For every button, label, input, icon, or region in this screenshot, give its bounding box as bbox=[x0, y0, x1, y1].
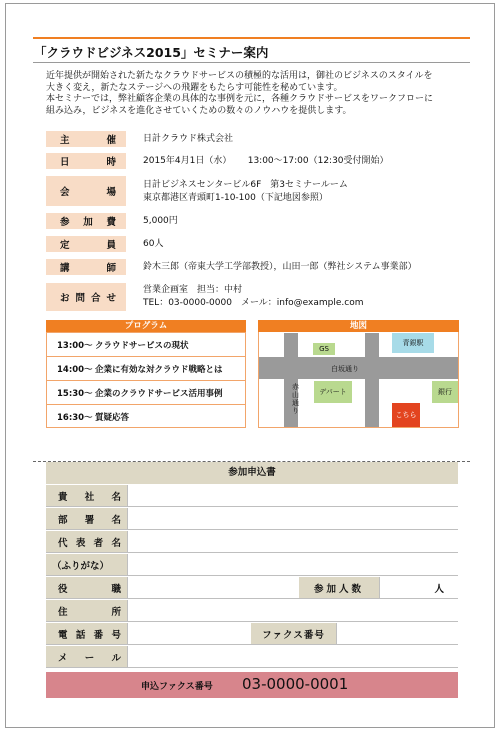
application-form bbox=[46, 462, 458, 698]
form-label-fax: ファクス番号 bbox=[262, 629, 325, 641]
intro-line: 本セミナーでは，弊社顧客企業の具体的な事例を元に，各種クラウドサービスをワークフローに bbox=[46, 94, 434, 104]
form-row-position bbox=[46, 577, 458, 599]
info-value-contact-line2: TEL：03-0000-0000 メール：info@example.com bbox=[143, 298, 364, 308]
map-gs: GS bbox=[313, 343, 335, 355]
form-label-company: 貴 社 名 bbox=[58, 491, 121, 503]
map-street-vertical: 赤山通り bbox=[292, 383, 299, 415]
form-label-department: 部 署 名 bbox=[58, 514, 121, 526]
map-box bbox=[258, 320, 459, 428]
program-desc: 企業のクラウドサービス活用事例 bbox=[95, 388, 223, 399]
address-field[interactable] bbox=[127, 600, 458, 621]
info-value-fee: 5,000円 bbox=[143, 216, 178, 226]
map-department-store: デパート bbox=[314, 381, 352, 403]
phone-field[interactable] bbox=[127, 623, 251, 644]
program-item bbox=[47, 380, 245, 404]
map-bank: 銀行 bbox=[432, 381, 458, 403]
position-field[interactable] bbox=[127, 577, 299, 598]
map-here-marker: こちら bbox=[392, 403, 420, 427]
company-field[interactable] bbox=[127, 485, 458, 506]
program-item bbox=[47, 404, 245, 428]
info-label-venue: 会 場 bbox=[46, 176, 126, 206]
info-value-venue-line1: 日計ビジネスセンタービル6F 第3セミナールーム bbox=[143, 180, 348, 190]
info-value-venue-line2: 東京都港区青頭町1-10-100（下記地図参照） bbox=[143, 193, 328, 203]
page-title: 「クラウドビジネス2015」セミナー案内 bbox=[34, 45, 269, 60]
program-heading: プログラム bbox=[46, 320, 246, 332]
attendees-field[interactable] bbox=[379, 577, 458, 598]
info-label-datetime: 日 時 bbox=[46, 153, 126, 169]
info-label-organizer: 主 催 bbox=[46, 131, 126, 147]
title-bottom-rule bbox=[33, 62, 470, 63]
intro-line: 大きく変え，新たなステージへの飛躍をもたらす可能性を秘めています。 bbox=[46, 82, 343, 93]
form-label-representative: 代 表 者 名 bbox=[58, 537, 121, 549]
form-row-company bbox=[46, 485, 458, 507]
form-row-phone bbox=[46, 623, 458, 645]
map-heading: 地図 bbox=[258, 320, 459, 332]
program-time: 16:30～ bbox=[57, 412, 93, 423]
attendees-unit: 人 bbox=[434, 584, 444, 595]
program-item bbox=[47, 356, 245, 380]
form-row-email bbox=[46, 646, 458, 668]
intro-line: 近年提供が開始された新たなクラウドサービスの積極的な活用は，御社のビジネスのスタイルを bbox=[46, 71, 433, 81]
form-heading: 参加申込書 bbox=[46, 462, 458, 484]
apply-fax-bar bbox=[46, 672, 458, 698]
department-field[interactable] bbox=[127, 508, 458, 529]
fax-field[interactable] bbox=[336, 623, 458, 644]
program-time: 14:00～ bbox=[57, 364, 93, 375]
furigana-field[interactable] bbox=[127, 554, 458, 575]
email-field[interactable] bbox=[127, 646, 458, 667]
program-time: 13:00～ bbox=[57, 340, 93, 351]
representative-field[interactable] bbox=[127, 531, 458, 552]
form-label-attendees: 参加人数 bbox=[313, 583, 364, 595]
form-row-address bbox=[46, 600, 458, 622]
form-row-department bbox=[46, 508, 458, 530]
intro-line: 組み込み，ビジネスを進化させていくための数々のノウハウを提供します。 bbox=[46, 105, 352, 116]
intro-text bbox=[46, 71, 466, 117]
map-station: 青銀駅 bbox=[392, 333, 434, 353]
program-desc: クラウドサービスの現状 bbox=[95, 340, 189, 351]
title-top-rule bbox=[33, 37, 470, 39]
info-value-datetime: 2015年4月1日（水） 13:00～17:00（12:30受付開始） bbox=[143, 156, 389, 166]
form-label-phone: 電 話 番 号 bbox=[58, 629, 121, 641]
info-value-organizer: 日計クラウド株式会社 bbox=[143, 134, 234, 144]
form-label-position: 役 職 bbox=[58, 583, 121, 595]
form-label-address: 住 所 bbox=[58, 606, 121, 618]
map-road-vertical-mid bbox=[365, 333, 379, 428]
apply-fax-label: 申込ファクス番号 bbox=[141, 682, 213, 692]
program-desc: 質疑応答 bbox=[95, 412, 130, 423]
map-street-horizontal: 白坂通り bbox=[331, 365, 359, 373]
form-label-email: メ ー ル bbox=[58, 652, 121, 664]
info-label-speaker: 講 師 bbox=[46, 259, 126, 275]
program-time: 15:30～ bbox=[57, 388, 93, 399]
info-label-capacity: 定 員 bbox=[46, 236, 126, 252]
form-row-furigana bbox=[46, 554, 458, 576]
info-label-fee: 参 加 費 bbox=[46, 213, 126, 229]
program-desc: 企業に有効な対クラウド戦略とは bbox=[95, 364, 223, 375]
info-label-contact: お 問 合 せ bbox=[46, 283, 126, 311]
program-item bbox=[47, 332, 245, 356]
apply-fax-number: 03-0000-0001 bbox=[242, 675, 349, 693]
info-value-contact-line1: 営業企画室 担当：中村 bbox=[143, 285, 243, 295]
form-label-furigana: （ふりがな） bbox=[52, 560, 110, 572]
info-value-speaker: 鈴木三郎（帝東大学工学部教授），山田一郎（弊社システム事業部） bbox=[143, 262, 417, 272]
info-value-capacity: 60人 bbox=[143, 239, 164, 249]
form-row-representative bbox=[46, 531, 458, 553]
